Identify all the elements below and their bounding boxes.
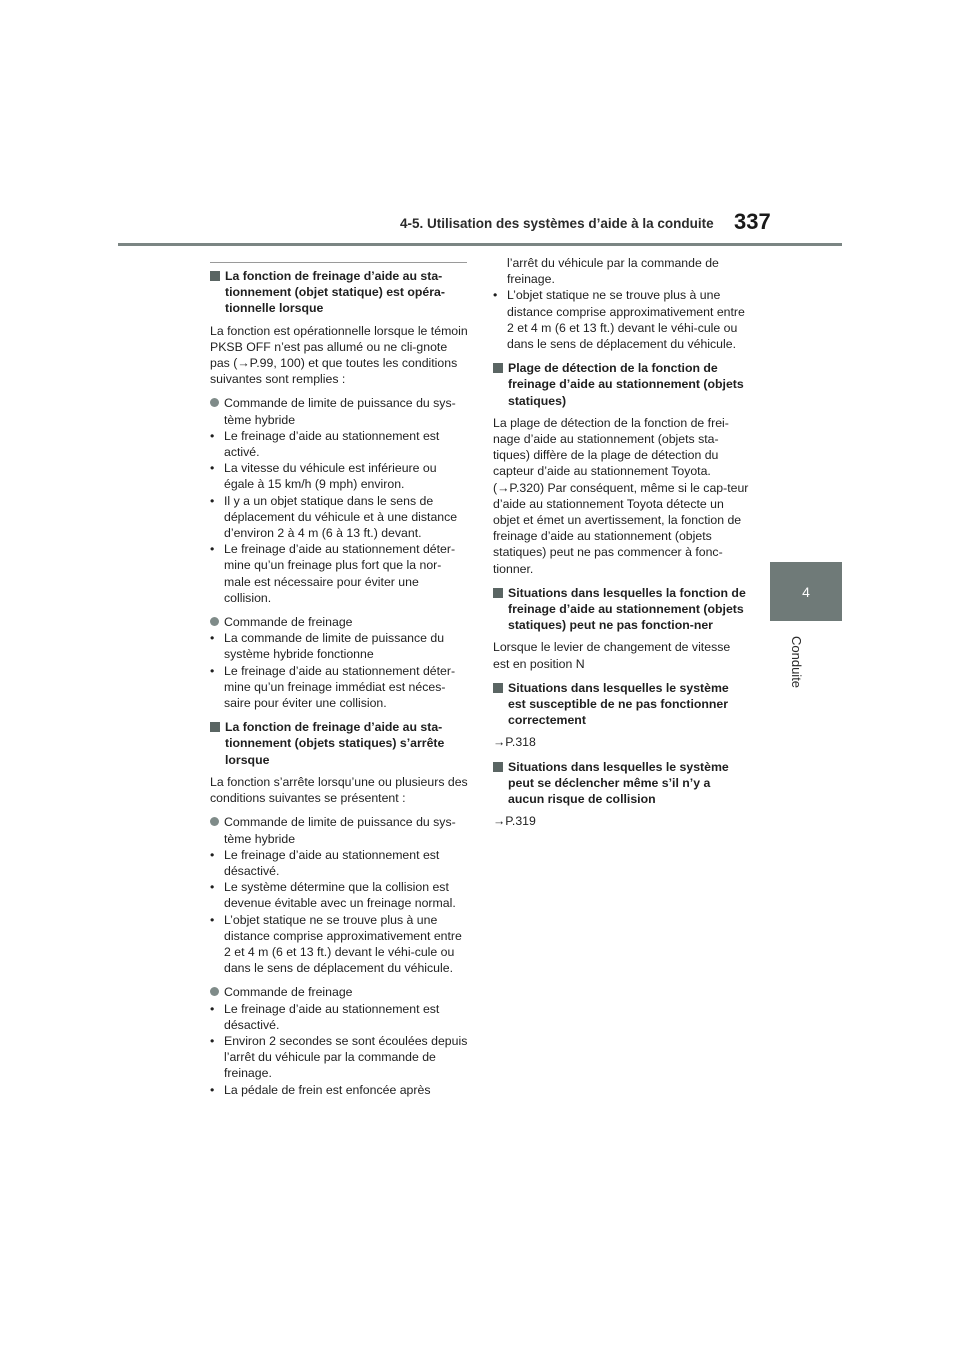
list-item: • Environ 2 secondes se sont écoulées depuis l’arrêt du véhicule par la commande de freinage. — [210, 1033, 468, 1081]
list-item: • Le freinage d’aide au stationnement est activé. — [210, 428, 440, 460]
paragraph: La plage de détection de la fonction de frei-nage d’aide au stationnement (objets sta-tiques) diffère de la plage de détection du capteur d’aide au stationnement Toyota. (→P.320) Par conséquent, même si le cap-teur d’aide au stationnement Toyota détecte un objet et émet un avertissement, la fonction de freinage d’aide au stationnement (objets statiques) peut ne pas commencer à fonc-tionner. — [493, 415, 749, 576]
heading-text: Plage de détection de la fonction de freinage d’aide au stationnement (objets statiques) — [508, 361, 744, 408]
paragraph: Lorsque le levier de changement de vitesse est en position N — [493, 640, 731, 671]
list-item: • L’objet statique ne se trouve plus à une distance comprise approximativement entre 2 et 4 m (6 et 13 ft.) devant le véhi-cule ou dans le sens de déplacement du véhicule. — [210, 912, 462, 976]
list-item: • L’objet statique ne se trouve plus à une distance comprise approximativement entre 2 et 4 m (6 et 13 ft.) devant le véhi-cule ou dans le sens de déplacement du véhicule. — [493, 288, 745, 352]
section-title: 4-5. Utilisation des systèmes d’aide à la conduite — [400, 216, 714, 231]
list-item: • Le freinage d’aide au stationnement déter-mine qu’un freinage immédiat est néces-saire pour éviter une collision. — [210, 663, 456, 711]
page-number: 337 — [734, 209, 771, 234]
circle-bullet-icon — [210, 617, 219, 626]
list-item: • La commande de limite de puissance du système hybride fonctionne — [210, 631, 445, 662]
paragraph: La fonction est opérationnelle lorsque le témoin PKSB OFF n’est pas allumé ou ne cli-gnote pas (→P.99, 100) et que toutes les conditions suivantes sont remplies : — [210, 323, 468, 387]
list-item: • Le système détermine que la collision est devenue évitable avec un freinage normal. — [210, 880, 456, 911]
condition-group — [210, 614, 468, 711]
square-bullet-icon — [210, 722, 220, 732]
section-heading — [493, 585, 749, 634]
circle-bullet-icon — [210, 987, 219, 996]
item-text: Commande de limite de puissance du sys-tème hybride — [224, 815, 456, 846]
list-item: • Il y a un objet statique dans le sens de déplacement du véhicule et à une distance d’environ 2 à 4 m (6 à 13 ft.) devant. — [210, 493, 458, 541]
condition-item — [210, 395, 468, 427]
chapter-number: 4 — [802, 583, 810, 600]
condition-item — [210, 984, 468, 1000]
heading-text: Situations dans lesquelles la fonction de freinage d’aide au stationnement (objets statiques) peut ne pas fonction-ner — [508, 585, 746, 633]
heading-text: Situations dans lesquelles le système est susceptible de ne pas fonctionner correctement — [508, 680, 729, 728]
condition-item — [210, 614, 468, 630]
item-text: Commande de freinage — [224, 985, 353, 1000]
square-bullet-icon — [210, 271, 220, 281]
heading-text: Situations dans lesquelles le système peut se déclencher même s’il n’y a aucun risque de collision — [508, 759, 729, 807]
list-item: • Le freinage d’aide au stationnement déter-mine qu’un freinage plus fort que la nor-male est nécessaire pour éviter une collision. — [210, 542, 456, 605]
square-bullet-icon — [493, 762, 503, 772]
list-item: • Le freinage d’aide au stationnement est désactivé. — [210, 847, 440, 878]
item-text: Commande de limite de puissance du sys-tème hybride — [224, 396, 456, 427]
heading-text: La fonction de freinage d’aide au sta-tionnement (objet statique) est opéra-tionnelle lorsque — [225, 269, 445, 316]
right-column — [493, 255, 749, 838]
square-bullet-icon — [493, 363, 503, 373]
header-rule — [118, 243, 842, 246]
section-heading — [493, 680, 749, 729]
condition-group — [210, 984, 468, 1097]
page-reference: →P.318 — [493, 735, 536, 750]
condition-group — [210, 814, 468, 976]
list-item: • La vitesse du véhicule est inférieure ou égale à 15 km/h (9 mph) environ. — [210, 461, 437, 492]
circle-bullet-icon — [210, 817, 219, 826]
column-rule — [210, 262, 467, 263]
page-reference: →P.319 — [493, 814, 536, 829]
square-bullet-icon — [493, 588, 503, 598]
chapter-label: Conduite — [789, 636, 804, 689]
condition-item — [210, 814, 468, 846]
list-item: • Le freinage d’aide au stationnement est désactivé. — [210, 1001, 440, 1032]
chapter-tab — [770, 562, 842, 621]
section-heading — [210, 719, 468, 768]
left-column — [210, 268, 468, 1106]
list-item: • La pédale de frein est enfoncée après — [210, 1082, 431, 1097]
paragraph: La fonction s’arrête lorsqu’une ou plusieurs des conditions suivantes se présentent : — [210, 774, 468, 806]
section-heading — [493, 759, 749, 808]
section-heading — [210, 268, 468, 317]
item-text: Commande de freinage — [224, 615, 353, 630]
heading-text: La fonction de freinage d’aide au sta-tionnement (objets statiques) s’arrête lorsque — [225, 720, 445, 767]
square-bullet-icon — [493, 683, 503, 693]
section-heading — [493, 360, 749, 409]
continued-list — [493, 255, 749, 352]
condition-group — [210, 395, 468, 606]
circle-bullet-icon — [210, 398, 219, 407]
list-item-continuation: l’arrêt du véhicule par la commande de freinage. — [507, 256, 719, 287]
